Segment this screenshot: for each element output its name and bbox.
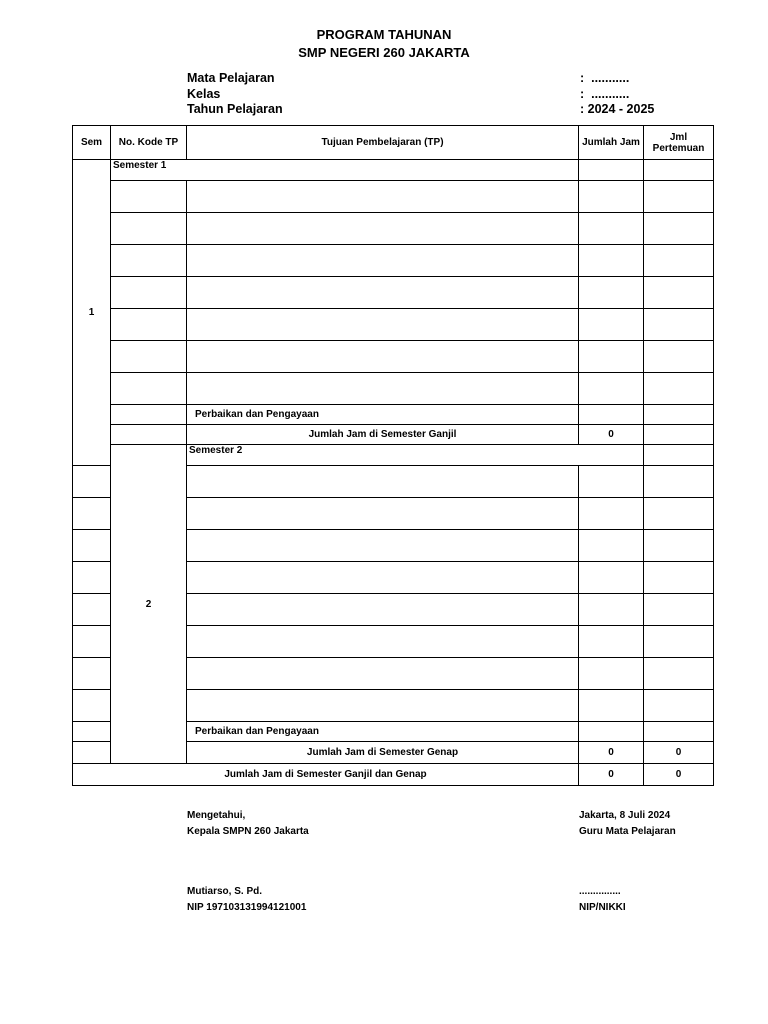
semester-1-total-row: [73, 425, 714, 445]
semester-1-number: 1: [73, 160, 111, 466]
sig-left-nip: NIP 197103131994121001: [187, 902, 307, 913]
semester-1-label: Semester 1: [111, 160, 579, 181]
semester-1-remedial-row: [73, 405, 714, 425]
grand-total-pertemuan: 0: [644, 764, 714, 786]
semester-2-number: 2: [111, 445, 187, 764]
header-pertemuan: Jml Pertemuan: [644, 126, 714, 160]
table-row: [73, 213, 714, 245]
sig-left-line2: Kepala SMPN 260 Jakarta: [187, 826, 309, 837]
sig-right-nip: NIP/NIKKI: [579, 902, 626, 913]
info-value-kelas: : ...........: [580, 87, 630, 101]
grand-total-jam: 0: [579, 764, 644, 786]
semester-1-total-pertemuan: [644, 425, 714, 445]
sig-right-line2: Guru Mata Pelajaran: [579, 826, 676, 837]
header-sem: Sem: [73, 126, 111, 160]
sig-left-line1: Mengetahui,: [187, 810, 246, 821]
table-row: [73, 309, 714, 341]
sig-right-name: ...............: [579, 886, 621, 897]
semester-2-total-label: Jumlah Jam di Semester Genap: [187, 742, 579, 764]
doc-title: PROGRAM TAHUNAN: [316, 27, 452, 42]
semester-1-total-jam: 0: [579, 425, 644, 445]
sig-left-name: Mutiarso, S. Pd.: [187, 886, 263, 897]
grand-total-row: [73, 764, 714, 786]
header-tp: Tujuan Pembelajaran (TP): [187, 126, 579, 160]
semester-2-label-row: [73, 445, 714, 466]
table-row: [73, 373, 714, 405]
semester-1-remedial-label: Perbaikan dan Pengayaan: [187, 405, 579, 425]
info-value-tahun: : 2024 - 2025: [580, 102, 655, 116]
program-table: [72, 125, 714, 786]
semester-2-label: Semester 2: [187, 445, 644, 466]
sig-right-line1: Jakarta, 8 Juli 2024: [579, 810, 671, 821]
info-label-kelas: Kelas: [187, 87, 221, 101]
header-jam: Jumlah Jam: [579, 126, 644, 160]
table-row: [73, 181, 714, 213]
semester-1-label-row: [73, 160, 714, 181]
header-kode: No. Kode TP: [111, 126, 187, 160]
semester-2-remedial-label: Perbaikan dan Pengayaan: [187, 722, 579, 742]
grand-total-label: Jumlah Jam di Semester Ganjil dan Genap: [73, 764, 579, 786]
doc-subtitle: SMP NEGERI 260 JAKARTA: [298, 45, 470, 60]
table-row: [73, 277, 714, 309]
table-header-row: [73, 126, 714, 160]
semester-2-total-jam: 0: [579, 742, 644, 764]
semester-2-total-pertemuan: 0: [644, 742, 714, 764]
info-label-mapel: Mata Pelajaran: [187, 71, 275, 85]
info-label-tahun: Tahun Pelajaran: [187, 102, 283, 116]
table-row: [73, 341, 714, 373]
semester-1-total-label: Jumlah Jam di Semester Ganjil: [187, 425, 579, 445]
info-value-mapel: : ...........: [580, 71, 630, 85]
table-row: [73, 245, 714, 277]
